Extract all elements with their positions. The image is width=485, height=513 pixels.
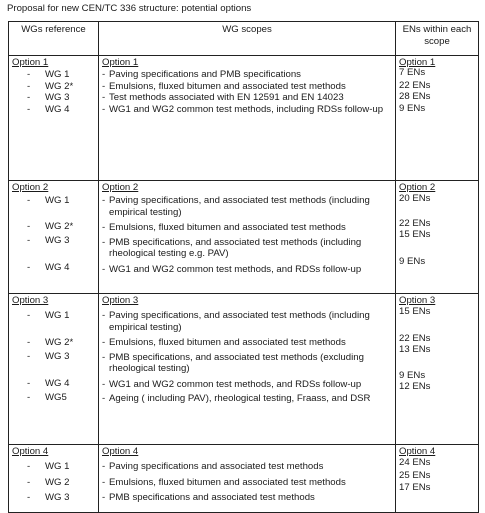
en-count: 15 ENs <box>399 306 431 317</box>
option-label: Option 3 <box>12 295 49 306</box>
wg-item: - WG 2* <box>27 220 74 232</box>
scope-text: Emulsions, fluxed bitumen and associated test methods <box>109 222 346 233</box>
en-count: 12 ENs <box>399 381 431 392</box>
option-label: Option 3 <box>399 295 436 306</box>
wg-item: - WG 1 <box>27 461 70 472</box>
en-count: 25 ENs <box>399 469 431 481</box>
option-label: Option 2 <box>399 182 436 193</box>
en-count: 20 ENs <box>399 193 431 204</box>
en-count: 7 ENs <box>399 67 426 78</box>
scope-text: WG1 and WG2 common test methods, and RDSs follow-up <box>109 378 362 390</box>
wgs-cell <box>9 181 99 294</box>
wg-item: - WG 3 <box>27 351 70 362</box>
wg-item: - WG 3 <box>27 492 70 503</box>
scope-item: - WG1 and WG2 common test methods, and RDSs follow-up <box>102 264 392 276</box>
en-count: 17 ENs <box>399 482 431 493</box>
wg-label: WG 2* <box>45 80 74 92</box>
en-count: 15 ENs <box>399 229 431 240</box>
en-count: 9 ENs <box>399 369 426 381</box>
scope-item: - WG1 and WG2 common test methods, including RDSs follow-up <box>102 104 392 116</box>
en-count: 24 ENs <box>399 457 431 468</box>
wg-label: WG 1 <box>45 310 70 321</box>
scope-text: PMB specifications, and associated test methods (including rheological testing e.g. PAV) <box>109 236 362 259</box>
wg-label: WG 1 <box>45 69 70 80</box>
wg-item: - WG 1 <box>27 195 70 206</box>
scopes-cell <box>99 445 396 513</box>
scope-item: - WG1 and WG2 common test methods, and RDSs follow-up <box>102 379 392 391</box>
scope-text: Paving specifications and PMB specifications <box>109 69 301 80</box>
scope-text: Emulsions, fluxed bitumen and associated test methods <box>109 476 346 488</box>
wg-item: - WG5 <box>27 392 67 403</box>
scope-text: PMB specifications and associated test methods <box>109 492 315 503</box>
header-row <box>9 22 479 56</box>
option-row <box>9 56 479 181</box>
en-count: 28 ENs <box>399 91 431 102</box>
option-label: Option 4 <box>102 446 139 457</box>
en-count: 9 ENs <box>399 102 426 114</box>
option-label: Option 1 <box>102 57 139 68</box>
ens-cell <box>396 56 479 181</box>
scope-text: PMB specifications, and associated test methods (excluding rheological testing) <box>109 351 364 374</box>
scope-text: Test methods associated with EN 12591 and EN 14023 <box>109 92 344 103</box>
wgs-cell <box>9 294 99 445</box>
scopes-cell <box>99 181 396 294</box>
wg-item: - WG 4 <box>27 377 70 389</box>
en-count: 22 ENs <box>399 217 431 229</box>
wg-item: - WG 4 <box>27 261 70 273</box>
wg-label: WG 4 <box>45 103 70 115</box>
wg-item: - WG 3 <box>27 235 70 246</box>
scope-item: - PMB specifications and associated test methods <box>102 492 392 504</box>
en-count: 22 ENs <box>399 79 431 91</box>
header-ens-within-scope: ENs within each scope <box>396 22 479 56</box>
scope-text: Paving specifications, and associated test methods (including empirical testing) <box>109 310 370 333</box>
option-row <box>9 181 479 294</box>
scopes-cell <box>99 56 396 181</box>
wgs-cell <box>9 56 99 181</box>
header-wg-scopes: WG scopes <box>99 22 396 56</box>
wg-item: - WG 2* <box>27 80 74 92</box>
wg-label: WG 3 <box>45 351 70 362</box>
scope-item: - Paving specifications and associated test methods <box>102 461 392 473</box>
scope-text: WG1 and WG2 common test methods, and RDSs follow-up <box>109 263 362 275</box>
wg-item: - WG 2* <box>27 336 74 348</box>
wg-label: WG 2* <box>45 220 74 232</box>
scope-item: - Paving specifications, and associated test methods (including empirical testing) <box>102 310 392 333</box>
option-label: Option 2 <box>12 182 49 193</box>
ens-cell <box>396 294 479 445</box>
scope-item: - Emulsions, fluxed bitumen and associated test methods <box>102 81 392 93</box>
scope-text: Paving specifications and associated test methods <box>109 461 324 472</box>
document-title: Proposal for new CEN/TC 336 structure: potential options <box>7 3 252 14</box>
scope-text: Emulsions, fluxed bitumen and associated test methods <box>109 80 346 92</box>
wg-label: WG 4 <box>45 377 70 389</box>
option-label: Option 3 <box>102 295 139 306</box>
options-table <box>8 21 479 513</box>
wg-label: WG5 <box>45 392 67 403</box>
option-row <box>9 294 479 445</box>
scope-item: - Paving specifications, and associated test methods (including empirical testing) <box>102 195 392 218</box>
scope-item: - Ageing ( including PAV), rheological testing, Fraass, and DSR <box>102 393 392 405</box>
option-label: Option 2 <box>102 182 139 193</box>
scope-text: Paving specifications, and associated test methods (including empirical testing) <box>109 195 370 218</box>
scope-item: - Emulsions, fluxed bitumen and associated test methods <box>102 477 392 489</box>
wgs-cell <box>9 445 99 513</box>
wg-label: WG 3 <box>45 92 70 103</box>
wg-item: - WG 1 <box>27 310 70 321</box>
option-label: Option 4 <box>399 446 436 457</box>
wg-item: - WG 2 <box>27 476 70 488</box>
scope-text: Emulsions, fluxed bitumen and associated test methods <box>109 337 346 348</box>
wg-label: WG 4 <box>45 261 70 273</box>
en-count: 22 ENs <box>399 332 431 344</box>
scope-text: Ageing ( including PAV), rheological testing, Fraass, and DSR <box>109 393 371 404</box>
scope-item: - PMB specifications, and associated test methods (excluding rheological testing) <box>102 352 392 375</box>
option-label: Option 1 <box>12 57 49 68</box>
wg-label: WG 3 <box>45 492 70 503</box>
ens-cell <box>396 445 479 513</box>
header-wgs-reference: WGs reference <box>9 22 99 56</box>
ens-cell <box>396 181 479 294</box>
wg-item: - WG 3 <box>27 92 70 103</box>
option-label: Option 1 <box>399 57 436 68</box>
wg-label: WG 3 <box>45 235 70 246</box>
en-count: 13 ENs <box>399 344 431 355</box>
option-row <box>9 445 479 513</box>
option-label: Option 4 <box>12 446 49 457</box>
wg-item: - WG 4 <box>27 103 70 115</box>
scope-item: - PMB specifications, and associated test methods (including rheological testing e.g. PAV) <box>102 237 392 260</box>
scope-item: - Paving specifications and PMB specifications <box>102 69 392 81</box>
scope-item: - Emulsions, fluxed bitumen and associated test methods <box>102 222 392 234</box>
wg-label: WG 1 <box>45 461 70 472</box>
wg-label: WG 2 <box>45 476 70 488</box>
wg-label: WG 2* <box>45 336 74 348</box>
scope-text: WG1 and WG2 common test methods, including RDSs follow-up <box>109 103 384 115</box>
wg-label: WG 1 <box>45 195 70 206</box>
scopes-cell <box>99 294 396 445</box>
en-count: 9 ENs <box>399 255 426 267</box>
wg-item: - WG 1 <box>27 69 70 80</box>
scope-item: - Emulsions, fluxed bitumen and associated test methods <box>102 337 392 349</box>
scope-item: - Test methods associated with EN 12591 and EN 14023 <box>102 92 392 104</box>
